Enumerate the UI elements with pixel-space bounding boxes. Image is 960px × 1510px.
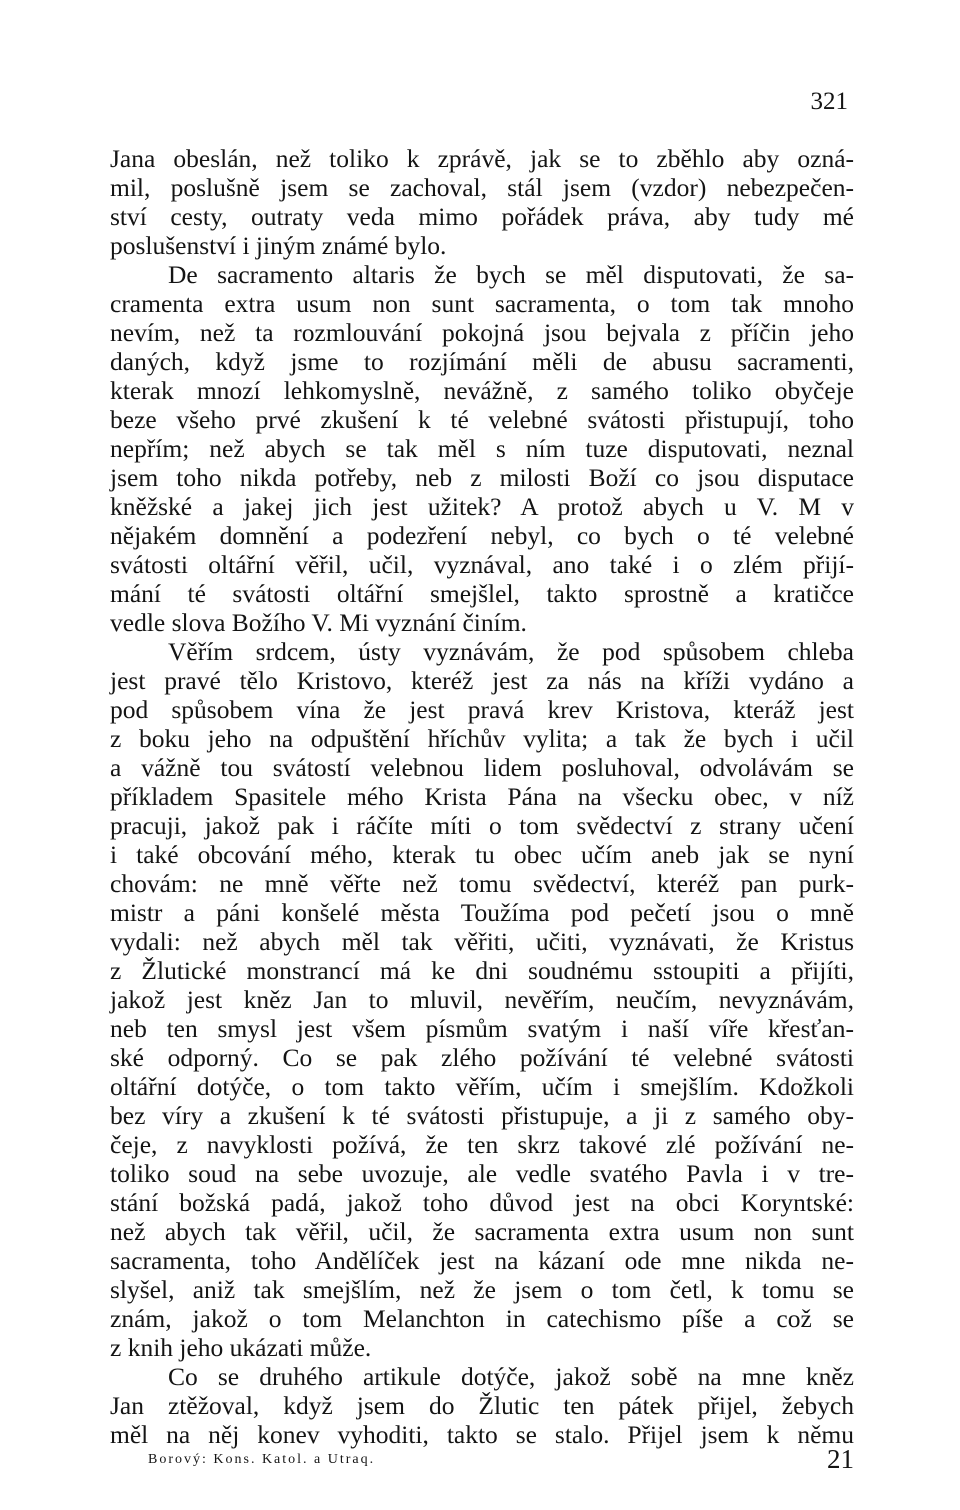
text-line: znám, jakož o tom Melanchton in catechismo píše a což se <box>110 1304 854 1333</box>
footer-signature: Borový: Kons. Katol. a Utraq. <box>148 1452 376 1467</box>
text-line: daných, když jsme to rozjímání měli de abusu sacramenti, <box>110 347 854 376</box>
text-line: jakož jest kněz Jan to mluvil, nevěřím, neučím, nevyznávám, <box>110 985 854 1014</box>
text-line: svátosti oltářní věřil, učil, vyznával, ano také i o zlém přijí- <box>110 550 854 579</box>
text-line: než abych tak věřil, učil, že sacramenta extra usum non sunt <box>110 1217 854 1246</box>
text-line: vydali: než abych měl tak věřiti, učiti, vyznávati, že Kristus <box>110 927 854 956</box>
text-line: sacramenta, toho Andělíček jest na kázaní ode mne nikda ne- <box>110 1246 854 1275</box>
text-line: jest pravé tělo Kristovo, kteréž jest za nás na kříži vydáno a <box>110 666 854 695</box>
text-line: slyšel, aniž tak smejšlím, než že jsem o tom četl, k tomu se <box>110 1275 854 1304</box>
text-line: a vážně tou svátostí velebnou lidem posluhoval, odvolávám se <box>110 753 854 782</box>
text-line: kněžské a jakej jich jest užitek? A protož abych u V. M v <box>110 492 854 521</box>
text-line: jsem toho nikda potřeby, neb z milosti Boží co jsou disputace <box>110 463 854 492</box>
text-line: mistr a páni konšelé města Toužíma pod pečetí jsou o mně <box>110 898 854 927</box>
text-line: Věřím srdcem, ústy vyznávám, že pod spůsobem chleba <box>168 637 854 666</box>
text-block <box>110 144 854 1449</box>
text-line: pracuji, jakož pak i ráčíte míti o tom svědectví z strany učení <box>110 811 854 840</box>
footer-signature-number: 21 <box>827 1444 854 1474</box>
text-line: z boku jeho na odpuštění hříchův vylita; a tak že bych i učil <box>110 724 854 753</box>
text-line: Jana obeslán, než toliko k zprávě, jak se to zběhlo aby ozná- <box>110 144 854 173</box>
text-line: pod spůsobem vína že jest pravá krev Kristova, kteráž jest <box>110 695 854 724</box>
text-line: měl na něj konev vyhoditi, takto se stalo. Přijel jsem k němu <box>110 1420 854 1449</box>
text-line: i také obcování mého, kterak tu obec učím aneb jak se nyní <box>110 840 854 869</box>
text-line: neb ten smysl jest všem písmům svatým i naší víře křesťan- <box>110 1014 854 1043</box>
text-line: ství cesty, outraty veda mimo pořádek práva, aby tudy mé <box>110 202 854 231</box>
text-line: Co se druhého artikule dotýče, jakož sobě na mne kněz <box>168 1362 854 1391</box>
text-line: kterak mnozí lehkomyslně, nevážně, z samého toliko obyčeje <box>110 376 854 405</box>
text-line: beze všeho prvé zkušení k té velebné svátosti přistupují, toho <box>110 405 854 434</box>
text-line: oltářní dotýče, o tom takto věřím, učím i smejšlím. Kdožkoli <box>110 1072 854 1101</box>
text-line: mil, poslušně jsem se zachoval, stál jsem (vzdor) nebezpečen- <box>110 173 854 202</box>
text-line: stání božská padá, jakož toho důvod jest na obci Koryntské: <box>110 1188 854 1217</box>
page-number: 321 <box>810 88 848 115</box>
text-line: vedle slova Božího V. Mi vyznání činím. <box>110 608 527 637</box>
text-line: poslušenství i jiným známé bylo. <box>110 231 447 260</box>
text-line: Jan ztěžoval, když jsem do Žlutic ten pátek přijel, žebych <box>110 1391 854 1420</box>
text-line: z knih jeho ukázati může. <box>110 1333 372 1362</box>
text-line: z Žlutické monstrancí má ke dni soudnému sstoupiti a přijíti, <box>110 956 854 985</box>
text-line: ské odporný. Co se pak zlého požívání té velebné svátosti <box>110 1043 854 1072</box>
text-line: cramenta extra usum non sunt sacramenta, o tom tak mnoho <box>110 289 854 318</box>
page-footer <box>110 1444 854 1484</box>
text-line: chovám: ne mně věřte než tomu svědectví, kteréž pan purk- <box>110 869 854 898</box>
text-line: mání té svátosti oltářní smejšlel, takto sprostně a kratičce <box>110 579 854 608</box>
text-line: nepřím; než abych se tak měl s ním tuze disputovati, neznal <box>110 434 854 463</box>
text-line: toliko soud na sebe uvozuje, ale vedle svatého Pavla i v tre- <box>110 1159 854 1188</box>
text-line: čeje, z navyklosti požívá, že ten skrz takové zlé požívání ne- <box>110 1130 854 1159</box>
text-line: bez víry a zkušení k té svátosti přistupuje, a ji z samého oby- <box>110 1101 854 1130</box>
text-line: příkladem Spasitele mého Krista Pána na všecku obec, v níž <box>110 782 854 811</box>
text-line: nevím, než ta rozmlouvání pokojná jsou bejvala z příčin jeho <box>110 318 854 347</box>
text-line: nějakém domnění a podezření nebyl, co bych o té velebné <box>110 521 854 550</box>
text-line: De sacramento altaris že bych se měl disputovati, že sa- <box>168 260 854 289</box>
